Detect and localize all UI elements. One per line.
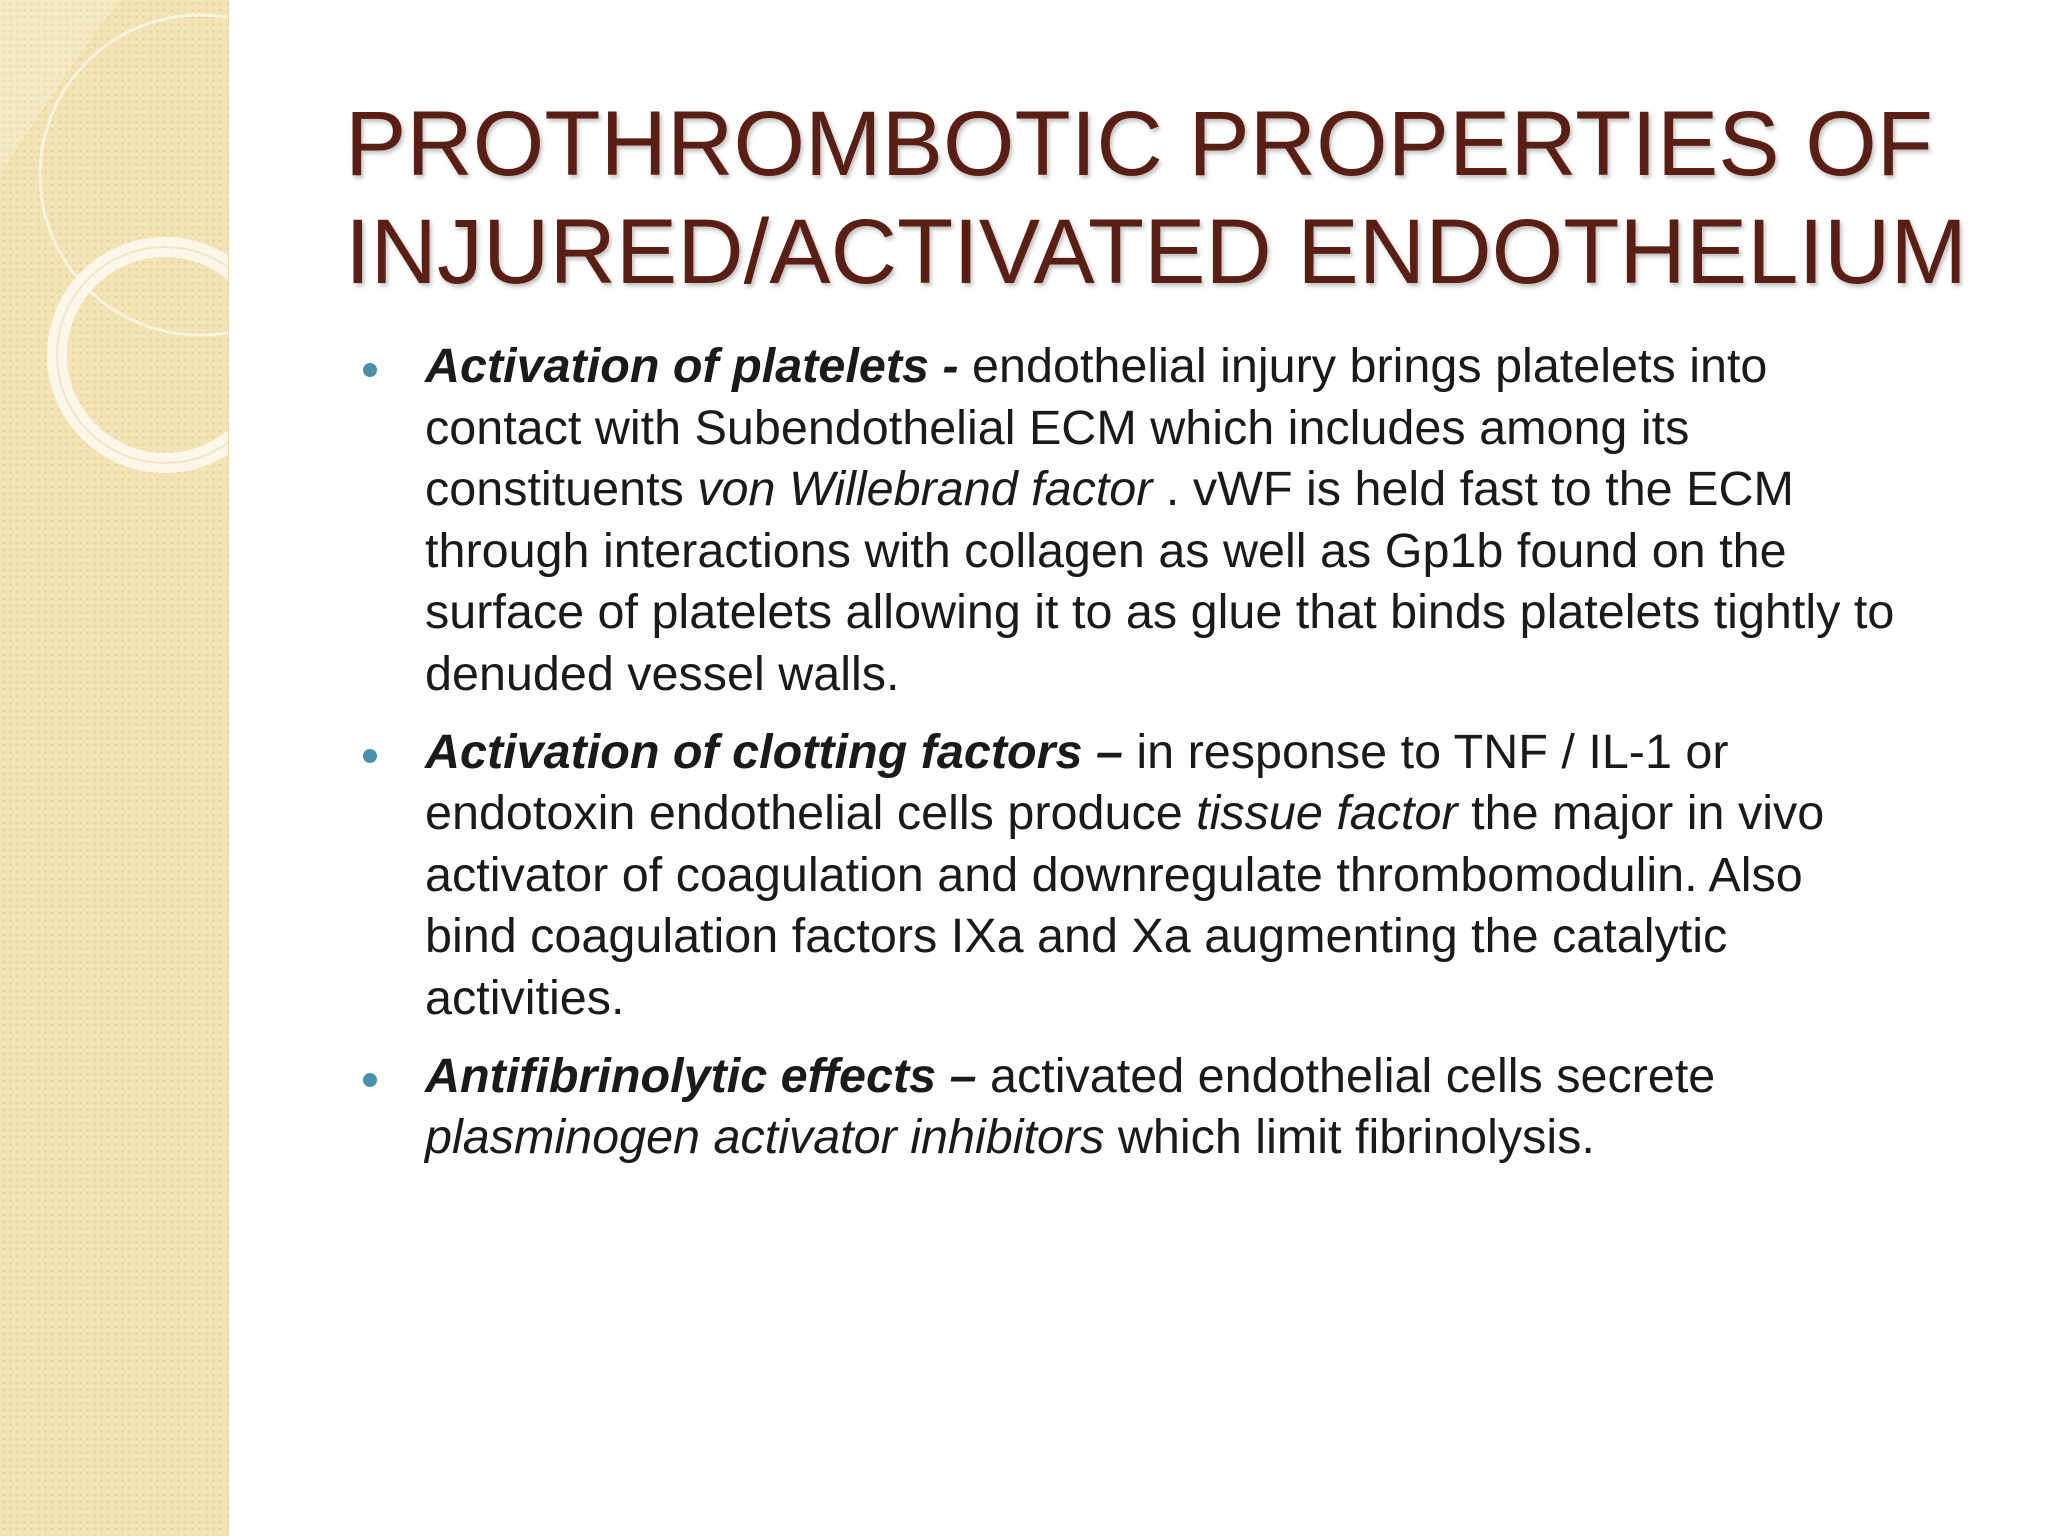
bullet-dot-icon	[363, 363, 377, 377]
bullet-item-clotting-factors	[358, 722, 1983, 1030]
bullet-italic-term: plasminogen activator inhibitors	[425, 1110, 1105, 1165]
slide-title	[345, 90, 2005, 306]
bullet-line	[425, 1046, 1983, 1108]
bullet-line: bind coagulation factors IXa and Xa augmenting the catalytic	[425, 909, 1728, 964]
bullet-italic-term: von Willebrand factor	[697, 462, 1153, 517]
bullet-line: through interactions with collagen as well as Gp1b found on the	[425, 523, 1787, 578]
title-line-1: PROTHROMBOTIC PROPERTIES OF	[345, 93, 1933, 195]
light-wedge	[0, 0, 120, 175]
bullet-dot-icon	[363, 1073, 377, 1087]
bullet-italic-term: tissue factor	[1196, 786, 1458, 841]
bullet-heading: Antifibrinolytic effects –	[425, 1048, 977, 1103]
bullet-text: . vWF is held fast to the ECM	[1152, 462, 1794, 517]
bullet-heading: Activation of clotting factors –	[425, 724, 1123, 779]
bullet-line: activator of coagulation and downregulate thrombomodulin. Also	[425, 847, 1803, 902]
bullet-text: endotoxin endothelial cells produce	[425, 786, 1197, 841]
bullet-line	[425, 1107, 1983, 1169]
bullet-line	[425, 722, 1983, 784]
title-line-2: INJURED/ACTIVATED ENDOTHELIUM	[345, 201, 1968, 303]
bullet-text: in response to TNF / IL-1 or	[1122, 724, 1729, 779]
bullet-line	[425, 783, 1983, 845]
bullet-line	[425, 459, 1983, 521]
bullet-line: surface of platelets allowing it to as glue that binds platelets tightly to	[425, 585, 1895, 640]
bullet-dot-icon	[363, 749, 377, 763]
bullet-heading: Activation of platelets -	[425, 339, 973, 393]
bullet-line: denuded vessel walls.	[425, 646, 900, 701]
bullet-text: constituents	[425, 462, 698, 517]
bullet-text: which limit fibrinolysis.	[1104, 1110, 1595, 1165]
bullet-text: activated endothelial cells secrete	[976, 1048, 1716, 1103]
decorative-rings	[0, 0, 228, 520]
thick-ring	[57, 247, 228, 463]
bullet-line: activities.	[425, 970, 625, 1025]
decorative-side-panel	[0, 0, 229, 1536]
bullet-line	[425, 336, 1983, 398]
bullet-list	[358, 336, 1983, 1185]
bullet-text: endothelial injury brings platelets into	[972, 339, 1768, 393]
bullet-item-antifibrinolytic	[358, 1046, 1983, 1169]
bullet-text: the major in vivo	[1457, 786, 1825, 841]
bullet-item-platelets	[358, 336, 1983, 706]
bullet-line: contact with Subendothelial ECM which includes among its	[425, 400, 1690, 455]
